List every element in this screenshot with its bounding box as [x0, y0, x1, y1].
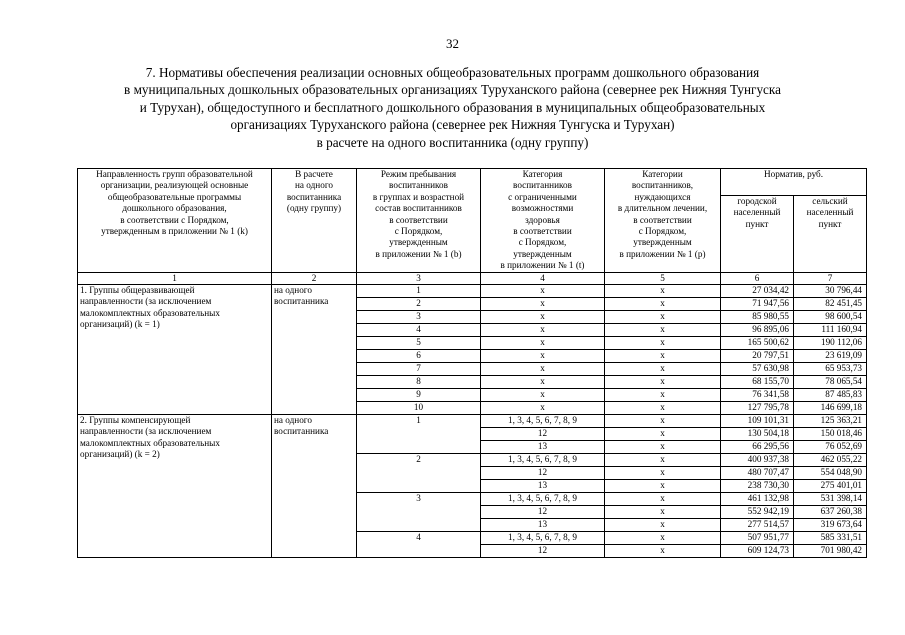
health-category-cell: x	[481, 376, 605, 389]
header-line: с Порядком,	[638, 226, 687, 237]
rural-norm-cell: 146 699,18	[794, 402, 867, 415]
rural-norm-cell: 462 055,22	[794, 454, 867, 467]
rural-norm-cell: 98 600,54	[794, 311, 867, 324]
col-number: 7	[794, 272, 867, 284]
header-line: в приложении № 1 (t)	[500, 260, 585, 271]
treatment-category-cell: x	[605, 298, 721, 311]
header-line: воспитанника	[286, 191, 342, 202]
header-treatment-category	[605, 169, 721, 273]
header-line: Режим пребывания	[380, 169, 457, 179]
mode-cell: 7	[357, 363, 481, 376]
city-norm-cell: 71 947,56	[721, 298, 794, 311]
rural-norm-cell: 76 052,69	[794, 441, 867, 454]
header-line: Категория	[522, 169, 563, 179]
header-line: в соответствии	[513, 226, 572, 237]
header-line: в группах и возрастной	[372, 191, 465, 202]
header-line: В расчете	[295, 169, 333, 179]
health-category-cell: x	[481, 311, 605, 324]
rural-norm-cell: 30 796,44	[794, 285, 867, 298]
cell-line: малокомплектных образовательных	[80, 437, 220, 448]
cell-line: малокомплектных образовательных	[80, 307, 220, 318]
norms-table	[77, 168, 867, 558]
health-category-cell: 12	[481, 428, 605, 441]
city-norm-cell: 127 795,78	[721, 402, 794, 415]
city-norm-cell: 27 034,42	[721, 285, 794, 298]
col-number: 1	[78, 272, 272, 284]
treatment-category-cell: x	[605, 467, 721, 480]
header-line: утвержденным	[389, 237, 448, 248]
city-norm-cell: 277 514,57	[721, 519, 794, 532]
city-norm-cell: 609 124,73	[721, 545, 794, 558]
treatment-category-cell: x	[605, 311, 721, 324]
city-norm-cell: 130 504,18	[721, 428, 794, 441]
mode-cell: 3	[357, 311, 481, 324]
header-line: в соответствии с Порядком,	[120, 214, 229, 225]
table-row	[78, 415, 867, 428]
city-norm-cell: 85 980,55	[721, 311, 794, 324]
rural-norm-cell: 319 673,64	[794, 519, 867, 532]
health-category-cell: 12	[481, 467, 605, 480]
rural-norm-cell: 82 451,45	[794, 298, 867, 311]
health-category-cell: 12	[481, 545, 605, 558]
title-line: в расчете на одного воспитанника (одну группу)	[316, 134, 589, 150]
mode-cell: 10	[357, 402, 481, 415]
table-row	[78, 285, 867, 298]
city-norm-cell: 461 132,98	[721, 493, 794, 506]
cell-line: на одного	[274, 285, 312, 296]
treatment-category-cell: x	[605, 324, 721, 337]
cell-line: 2. Группы компенсирующей	[80, 415, 191, 426]
header-line: Направленность групп образовательной	[96, 169, 253, 179]
col-number: 5	[605, 272, 721, 284]
treatment-category-cell: x	[605, 350, 721, 363]
health-category-cell: 13	[481, 441, 605, 454]
header-line: (одну группу)	[286, 203, 342, 214]
header-line: в приложении № 1 (b)	[375, 248, 462, 259]
health-category-cell: x	[481, 350, 605, 363]
mode-cell: 5	[357, 337, 481, 350]
treatment-category-cell: x	[605, 285, 721, 298]
cell-line: организаций) (k = 2)	[80, 449, 160, 460]
header-line: здоровья	[525, 214, 560, 225]
mode-cell: 1	[357, 415, 481, 454]
health-category-cell: 1, 3, 4, 5, 6, 7, 8, 9	[481, 415, 605, 428]
header-line: утвержденным	[633, 237, 692, 248]
treatment-category-cell: x	[605, 454, 721, 467]
health-category-cell: x	[481, 389, 605, 402]
city-norm-cell: 552 942,19	[721, 506, 794, 519]
treatment-category-cell: x	[605, 493, 721, 506]
header-line: в длительном лечении,	[617, 203, 708, 214]
header-mode	[357, 169, 481, 273]
col-number: 4	[481, 272, 605, 284]
header-line: пункт	[818, 218, 842, 229]
header-line: воспитанников	[513, 180, 572, 191]
header-line: сельский	[812, 196, 848, 206]
header-line: населенный	[733, 207, 781, 218]
title-line: в муниципальных дошкольных образовательных организациях Туруханского района (севернее рек Нижняя Тунгуска	[124, 82, 781, 98]
header-line: в приложении № 1 (p)	[619, 248, 706, 259]
mode-cell: 1	[357, 285, 481, 298]
city-norm-cell: 238 730,30	[721, 480, 794, 493]
header-health-category	[481, 169, 605, 273]
city-norm-cell: 507 951,77	[721, 532, 794, 545]
cell-line: направленности (за исключением	[80, 296, 212, 307]
rural-norm-cell: 87 485,83	[794, 389, 867, 402]
header-line: с Порядком,	[518, 237, 567, 248]
document-title	[70, 64, 835, 151]
header-line: на одного	[295, 180, 333, 191]
mode-cell: 2	[357, 454, 481, 493]
treatment-category-cell: x	[605, 545, 721, 558]
cell-line: воспитанника	[274, 296, 329, 307]
group-per-unit	[272, 285, 357, 415]
mode-cell: 6	[357, 350, 481, 363]
health-category-cell: x	[481, 337, 605, 350]
treatment-category-cell: x	[605, 415, 721, 428]
treatment-category-cell: x	[605, 389, 721, 402]
treatment-category-cell: x	[605, 363, 721, 376]
treatment-category-cell: x	[605, 532, 721, 545]
city-norm-cell: 68 155,70	[721, 376, 794, 389]
rural-norm-cell: 585 331,51	[794, 532, 867, 545]
treatment-category-cell: x	[605, 441, 721, 454]
title-line: и Турухан), общедоступного и бесплатного дошкольного образования в муниципальных общеобразовательных	[139, 99, 766, 115]
mode-cell: 9	[357, 389, 481, 402]
city-norm-cell: 66 295,56	[721, 441, 794, 454]
title-line: 7. Нормативы обеспечения реализации основных общеобразовательных программ дошкольного образования	[145, 65, 760, 80]
city-norm-cell: 20 797,51	[721, 350, 794, 363]
cell-line: на одного	[274, 415, 312, 426]
health-category-cell: x	[481, 402, 605, 415]
health-category-cell: 12	[481, 506, 605, 519]
header-line: городской	[737, 196, 777, 206]
health-category-cell: 13	[481, 480, 605, 493]
cell-line: 1. Группы общеразвивающей	[80, 285, 195, 296]
treatment-category-cell: x	[605, 402, 721, 415]
mode-cell: 8	[357, 376, 481, 389]
rural-norm-cell: 65 953,73	[794, 363, 867, 376]
health-category-cell: x	[481, 363, 605, 376]
treatment-category-cell: x	[605, 506, 721, 519]
header-line: нуждающихся	[634, 191, 691, 202]
header-line: воспитанников	[389, 180, 448, 191]
city-norm-cell: 96 895,06	[721, 324, 794, 337]
header-city	[721, 196, 794, 273]
header-per-unit	[272, 169, 357, 273]
cell-line: воспитанника	[274, 426, 329, 437]
mode-cell: 3	[357, 493, 481, 532]
health-category-cell: x	[481, 298, 605, 311]
treatment-category-cell: x	[605, 428, 721, 441]
header-line: общеобразовательные программы	[107, 191, 242, 202]
city-norm-cell: 109 101,31	[721, 415, 794, 428]
header-norm: Норматив, руб.	[721, 169, 867, 196]
header-line: с Порядком,	[394, 226, 443, 237]
header-rural	[794, 196, 867, 273]
mode-cell: 4	[357, 324, 481, 337]
header-line: в соответствии	[633, 214, 692, 225]
header-line: населенный	[806, 207, 854, 218]
city-norm-cell: 480 707,47	[721, 467, 794, 480]
city-norm-cell: 400 937,38	[721, 454, 794, 467]
mode-cell: 2	[357, 298, 481, 311]
header-line: в соответствии	[389, 214, 448, 225]
cell-line: организаций) (k = 1)	[80, 319, 160, 330]
health-category-cell: x	[481, 285, 605, 298]
rural-norm-cell: 111 160,94	[794, 324, 867, 337]
header-line: возможностями	[511, 203, 574, 214]
header-line: организации, реализующей основные	[100, 180, 249, 191]
col-number: 2	[272, 272, 357, 284]
col-number: 6	[721, 272, 794, 284]
rural-norm-cell: 150 018,46	[794, 428, 867, 441]
treatment-category-cell: x	[605, 519, 721, 532]
city-norm-cell: 165 500,62	[721, 337, 794, 350]
rural-norm-cell: 275 401,01	[794, 480, 867, 493]
page-number: 32	[446, 36, 459, 51]
group-name	[78, 285, 272, 415]
health-category-cell: 1, 3, 4, 5, 6, 7, 8, 9	[481, 454, 605, 467]
health-category-cell: 1, 3, 4, 5, 6, 7, 8, 9	[481, 493, 605, 506]
header-direction	[78, 169, 272, 273]
rural-norm-cell: 701 980,42	[794, 545, 867, 558]
treatment-category-cell: x	[605, 480, 721, 493]
header-line: Категории	[642, 169, 683, 179]
header-line: пункт	[745, 218, 769, 229]
rural-norm-cell: 531 398,14	[794, 493, 867, 506]
header-line: воспитанников,	[631, 180, 694, 191]
rural-norm-cell: 23 619,09	[794, 350, 867, 363]
rural-norm-cell: 78 065,54	[794, 376, 867, 389]
rural-norm-cell: 637 260,38	[794, 506, 867, 519]
header-line: с ограниченными	[508, 191, 577, 202]
header-line: утвержденным в приложении № 1 (k)	[101, 226, 248, 237]
rural-norm-cell: 125 363,21	[794, 415, 867, 428]
col-number: 3	[357, 272, 481, 284]
header-line: дошкольного образования,	[122, 203, 227, 214]
treatment-category-cell: x	[605, 337, 721, 350]
header-line: утвержденным	[513, 248, 572, 259]
health-category-cell: x	[481, 324, 605, 337]
cell-line: направленности (за исключением	[80, 426, 212, 437]
city-norm-cell: 57 630,98	[721, 363, 794, 376]
group-name	[78, 415, 272, 558]
mode-cell: 4	[357, 532, 481, 558]
header-line: состав воспитанников	[375, 203, 462, 214]
treatment-category-cell: x	[605, 376, 721, 389]
health-category-cell: 13	[481, 519, 605, 532]
title-line: организациях Туруханского района (севернее рек Нижняя Тунгуска и Турухан)	[230, 117, 675, 133]
city-norm-cell: 76 341,58	[721, 389, 794, 402]
health-category-cell: 1, 3, 4, 5, 6, 7, 8, 9	[481, 532, 605, 545]
rural-norm-cell: 554 048,90	[794, 467, 867, 480]
group-per-unit	[272, 415, 357, 558]
rural-norm-cell: 190 112,06	[794, 337, 867, 350]
